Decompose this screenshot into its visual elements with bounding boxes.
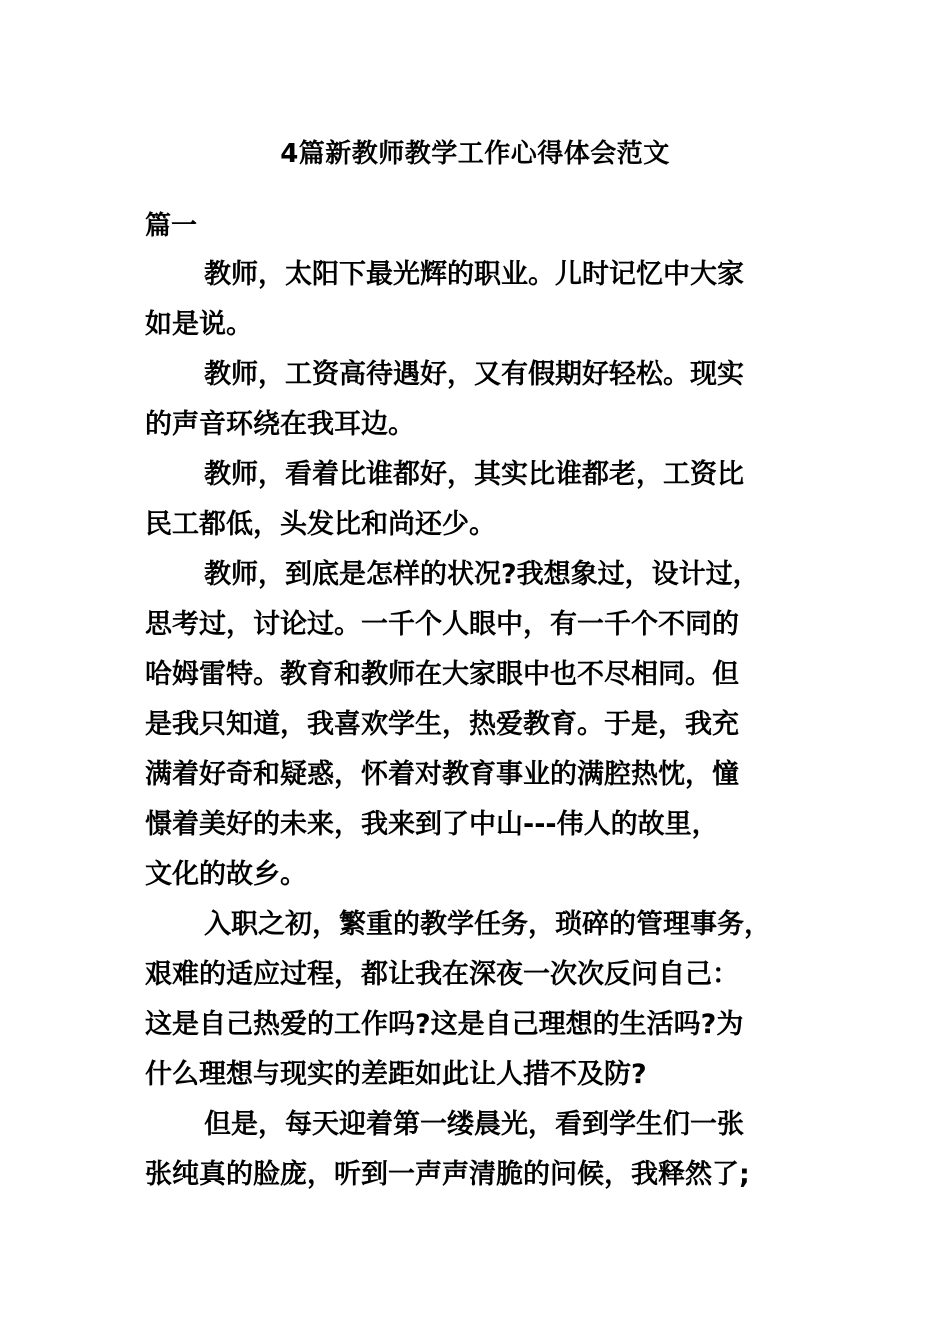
- paragraph-line: 哈姆雷特。教育和教师在大家眼中也不尽相同。但: [145, 659, 739, 690]
- paragraph-line: 张纯真的脸庞，听到一声声清脆的问候，我释然了;: [145, 1159, 750, 1190]
- paragraph-line: 艰难的适应过程，都让我在深夜一次次反问自己：: [145, 959, 739, 990]
- paragraph-line: 教师，到底是怎样的状况?我想象过，设计过，: [204, 559, 760, 590]
- paragraph-line: 思考过，讨论过。一千个人眼中，有一千个不同的: [145, 609, 739, 640]
- paragraph-line: 入职之初，繁重的教学任务，琐碎的管理事务，: [204, 909, 771, 940]
- paragraph-line: 这是自己热爱的工作吗?这是自己理想的生活吗?为: [145, 1009, 744, 1040]
- paragraph-line: 教师，太阳下最光辉的职业。儿时记忆中大家: [204, 259, 744, 290]
- paragraph-line: 什么理想与现实的差距如此让人措不及防?: [145, 1059, 647, 1090]
- paragraph-line: 教师，工资高待遇好，又有假期好轻松。现实: [204, 359, 744, 390]
- paragraph-line: 如是说。: [145, 309, 253, 340]
- paragraph-line: 是我只知道，我喜欢学生，热爱教育。于是，我充: [145, 709, 739, 740]
- paragraph-line: 文化的故乡。: [145, 859, 307, 890]
- paragraph-line: 憬着美好的未来，我来到了中山---伟人的故里，: [145, 809, 719, 840]
- paragraph-line: 满着好奇和疑惑，怀着对教育事业的满腔热忱，憧: [145, 759, 739, 790]
- document-title: 4篇新教师教学工作心得体会范文: [280, 139, 670, 169]
- paragraph-line: 的声音环绕在我耳边。: [145, 409, 415, 440]
- paragraph-line: 教师，看着比谁都好，其实比谁都老，工资比: [204, 459, 744, 490]
- paragraph-line: 但是，每天迎着第一缕晨光，看到学生们一张: [204, 1109, 744, 1140]
- section-heading: 篇一: [145, 211, 198, 241]
- paragraph-line: 民工都低，头发比和尚还少。: [145, 509, 496, 540]
